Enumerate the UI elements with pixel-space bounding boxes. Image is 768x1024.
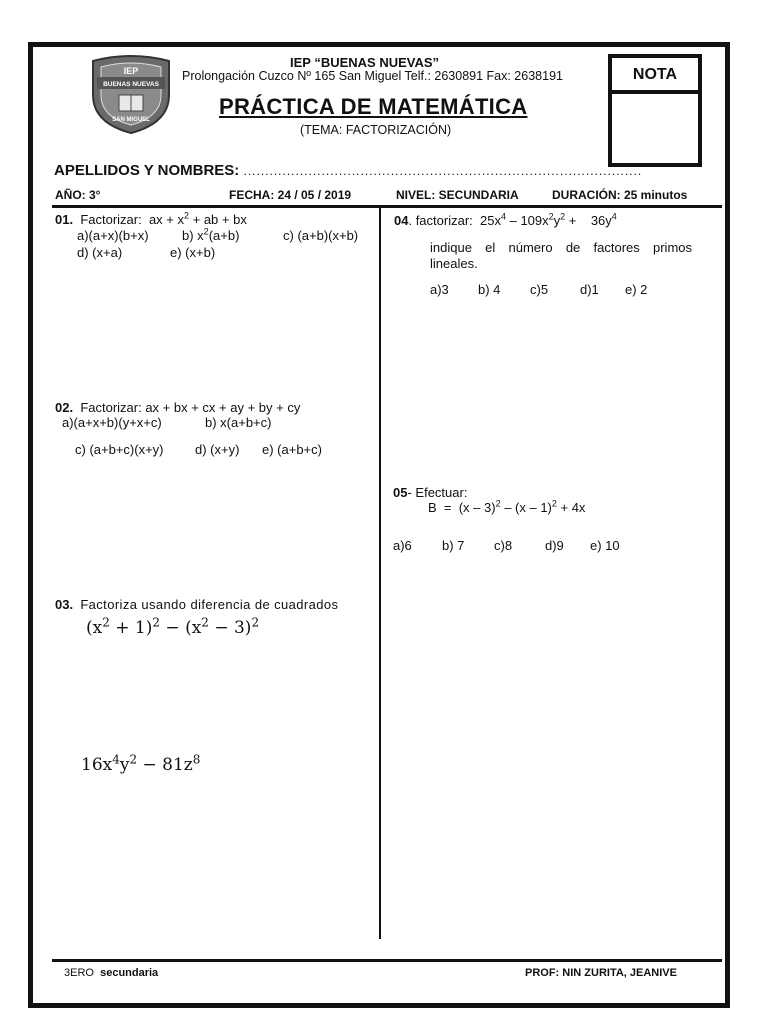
question-02-text: Factorizar: ax + bx + cx + ay + by + cy xyxy=(80,400,301,415)
question-02-option-a: a)(a+x+b)(y+x+c) xyxy=(62,415,162,430)
question-04-option-d: d)1 xyxy=(580,282,599,297)
column-divider xyxy=(379,208,381,939)
question-05-option-c: c)8 xyxy=(494,538,513,553)
footer-grade-prefix: 3ERO xyxy=(64,967,94,979)
question-03-stem xyxy=(55,597,338,612)
question-05-option-e: e) 10 xyxy=(590,538,620,553)
question-01-option-d: d) (x+a) xyxy=(77,245,123,260)
question-01-option-c: c) (a+b)(x+b) xyxy=(283,228,359,243)
question-04-option-e: e) 2 xyxy=(625,282,648,297)
school-name: IEP “BUENAS NUEVAS” xyxy=(290,55,440,70)
student-names-row xyxy=(54,162,642,179)
question-01-option-b: b) $x^2(a+b)$ xyxy=(182,226,240,243)
question-05-option-b: b) 7 xyxy=(442,538,465,553)
question-04-option-a: a)3 xyxy=(430,282,449,297)
question-05-stem xyxy=(393,485,467,500)
question-01-stem xyxy=(55,212,247,227)
question-04-instruction: indique el número de factores primos lineales. xyxy=(430,240,692,271)
logo-text-mid: BUENAS NUEVAS xyxy=(103,81,159,88)
question-04-stem xyxy=(394,213,617,228)
meta-date: FECHA: 24 / 05 / 2019 xyxy=(229,188,352,202)
student-names-blank: ............................................................................................ xyxy=(243,164,643,178)
question-03-number: 03. xyxy=(55,597,74,612)
footer-grade xyxy=(64,967,158,979)
question-05-expression: B = (x – 3)$^2$ – (x – 1)$^2$ + 4x xyxy=(428,498,586,515)
school-logo xyxy=(89,55,173,135)
footer-teacher: PROF: NIN ZURITA, JEANIVE xyxy=(525,967,677,979)
question-02-option-e: e) (a+b+c) xyxy=(262,442,322,457)
question-03-expression-1: $(x^2 + 1)^2 - (x^2 - 3)^2$ xyxy=(86,615,260,638)
question-01-expression: ax + $x^2$ + ab + bx xyxy=(148,210,247,227)
question-02-option-d: d) (x+y) xyxy=(195,442,240,457)
question-05-option-a: a)6 xyxy=(393,538,412,553)
meta-duration: DURACIÓN: 25 minutos xyxy=(552,188,688,202)
question-01-option-e: e) (x+b) xyxy=(170,245,216,260)
header-divider xyxy=(52,205,722,208)
question-05-number: 05 xyxy=(393,485,408,500)
question-02-stem xyxy=(55,400,300,415)
question-01-option-a: a)(a+x)(b+x) xyxy=(77,228,149,243)
meta-level: NIVEL: SECUNDARIA xyxy=(396,188,519,202)
topic-subtitle: (TEMA: FACTORIZACIÓN) xyxy=(300,123,452,137)
page-title: PRÁCTICA DE MATEMÁTICA xyxy=(219,94,528,119)
footer-grade-label: secundaria xyxy=(100,967,159,979)
footer-divider xyxy=(52,959,722,962)
question-03-text: Factoriza usando diferencia de cuadrados xyxy=(80,597,339,612)
logo-text-bottom: SAN MIGUEL xyxy=(112,117,150,123)
question-04-expression: $25x^4 - 109x^2y^2$ + $36y^4$ xyxy=(480,211,617,228)
question-04-option-b: b) 4 xyxy=(478,282,501,297)
question-02-option-c: c) (a+b+c)(x+y) xyxy=(75,442,164,457)
question-04-option-c: c)5 xyxy=(530,282,549,297)
question-04-text: . factorizar: xyxy=(408,213,473,228)
question-01-number: 01. xyxy=(55,212,74,227)
question-03-expression-2: $16x^4y^2 - 81z^8$ xyxy=(81,752,201,775)
question-02-number: 02. xyxy=(55,400,74,415)
student-names-label: APELLIDOS Y NOMBRES: xyxy=(54,162,240,179)
grade-box-label: NOTA xyxy=(612,58,698,94)
question-04-number: 04 xyxy=(394,213,409,228)
question-01-text: Factorizar: xyxy=(80,212,142,227)
grade-box xyxy=(608,54,702,167)
school-address: Prolongación Cuzco Nº 165 San Miguel Telf.: 2630891 Fax: 2638191 xyxy=(182,69,563,83)
question-02-option-b: b) x(a+b+c) xyxy=(205,415,272,430)
question-05-option-d: d)9 xyxy=(545,538,564,553)
question-05-text: - Efectuar: xyxy=(407,485,468,500)
meta-year: AÑO: 3° xyxy=(55,188,101,202)
logo-text-top: IEP xyxy=(123,66,139,76)
